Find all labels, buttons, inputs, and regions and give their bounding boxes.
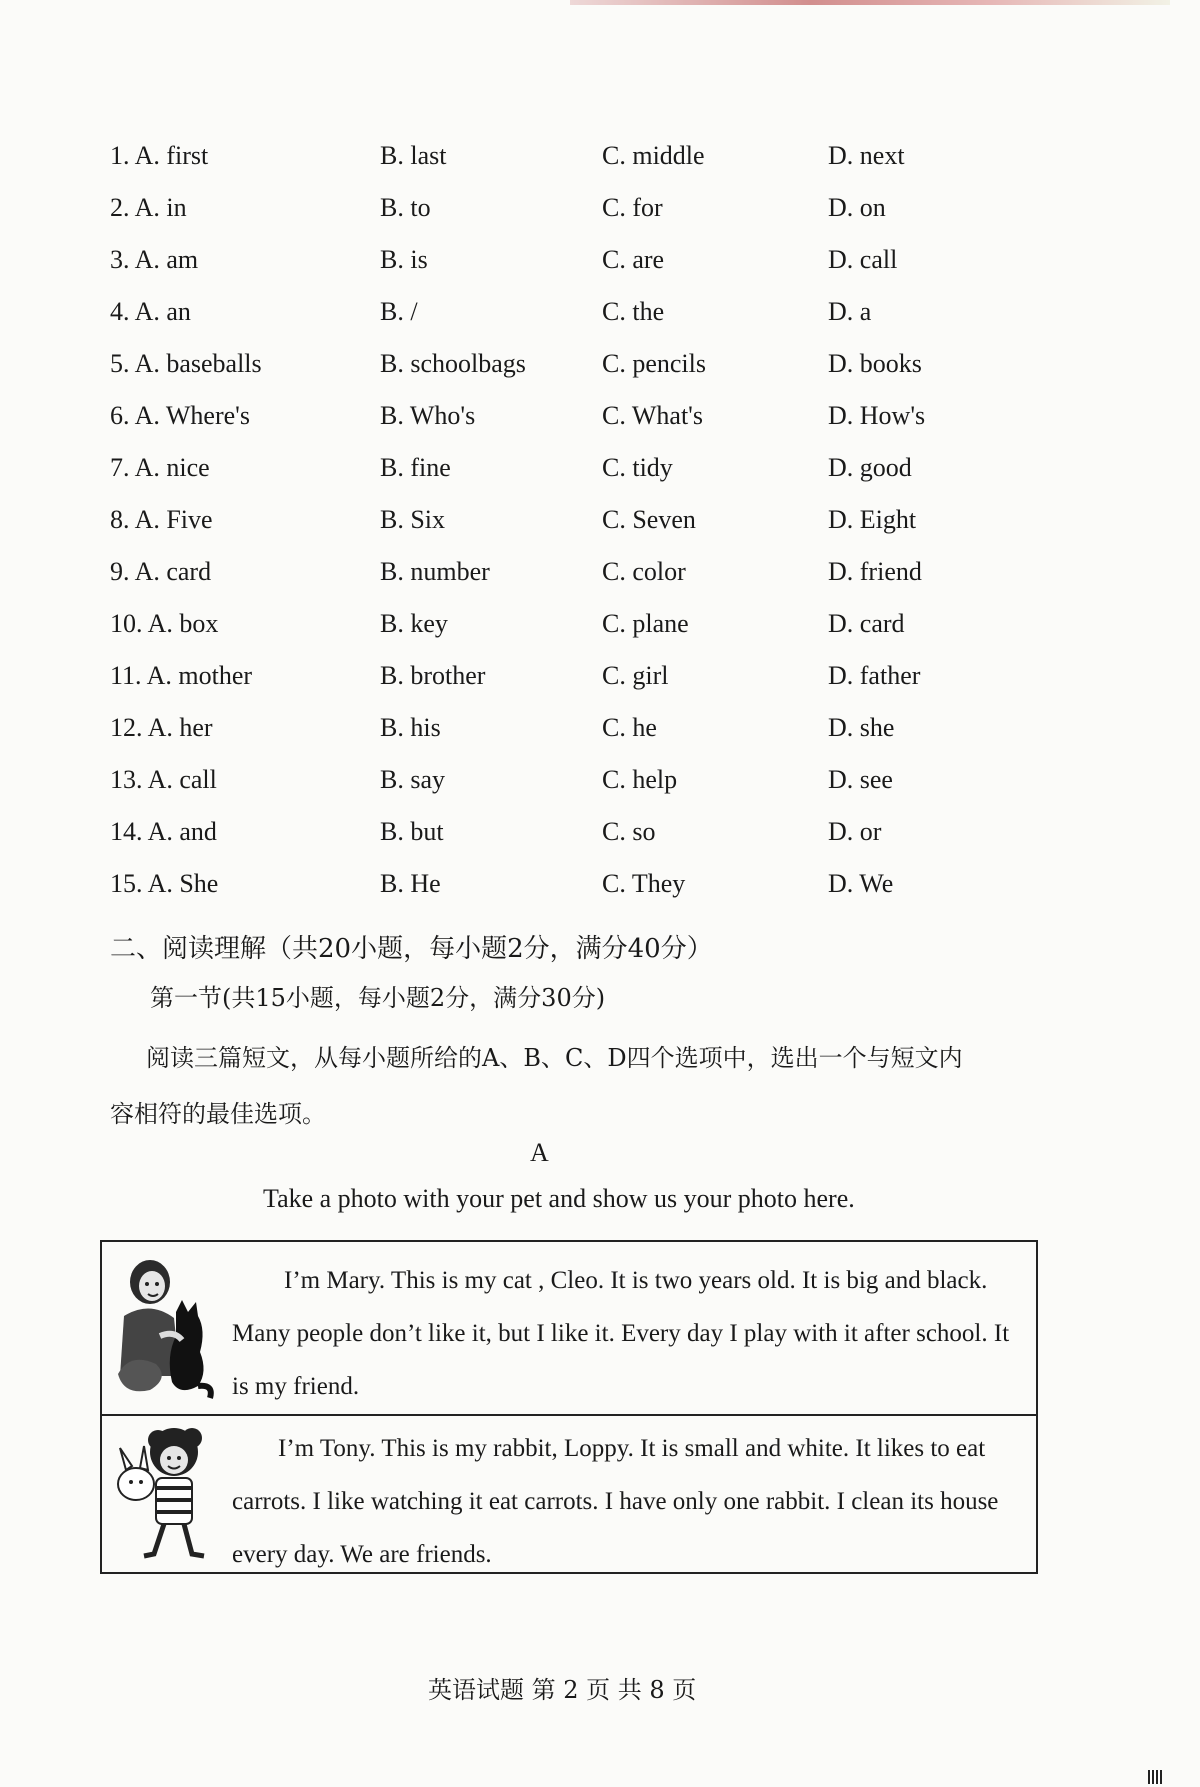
option-d: D. next <box>828 141 905 170</box>
option-b: B. Six <box>380 505 446 534</box>
option-c: C. help <box>602 765 678 794</box>
option-c: C. middle <box>602 141 705 170</box>
option-b: B. but <box>380 817 444 846</box>
option-a: 1. A. first <box>110 141 209 170</box>
option-d: D. We <box>828 869 894 898</box>
option-row <box>110 546 1010 598</box>
option-b: B. schoolbags <box>380 349 526 378</box>
option-row <box>110 858 1010 910</box>
passage-intro: Take a photo with your pet and show us your photo here. <box>263 1184 855 1213</box>
pet-entry-text: I’m Tony. This is my rabbit, Loppy. It is small and white. It likes to eat carrots. I like watching it eat carrots. I have only one rabbit. I clean its house every day. We are friends. <box>232 1435 999 1568</box>
option-a: 9. A. card <box>110 557 212 586</box>
boy-with-rabbit-icon <box>110 1426 220 1566</box>
option-c: C. What's <box>602 401 703 430</box>
option-a: 3. A. am <box>110 245 199 274</box>
option-row <box>110 182 1010 234</box>
option-d: D. she <box>828 713 895 742</box>
option-d: D. father <box>828 661 921 690</box>
option-d: D. card <box>828 609 905 638</box>
instruction-text: 阅读三篇短文，从每小题所给的A、B、C、D四个选项中，选出一个与短文内容相符的最佳选项。 <box>110 1044 963 1128</box>
option-b: B. his <box>380 713 441 742</box>
option-a: 11. A. mother <box>110 661 253 690</box>
option-a: 12. A. her <box>110 713 213 742</box>
option-row <box>110 494 1010 546</box>
option-row <box>110 130 1010 182</box>
option-c: C. for <box>602 193 663 222</box>
option-c: C. Seven <box>602 505 696 534</box>
pet-entry-mary <box>102 1242 1036 1416</box>
option-b: B. fine <box>380 453 451 482</box>
option-b: B. number <box>380 557 490 586</box>
option-d: D. on <box>828 193 886 222</box>
option-row <box>110 338 1010 390</box>
option-row <box>110 234 1010 286</box>
option-c: C. are <box>602 245 665 274</box>
option-a: 6. A. Where's <box>110 401 250 430</box>
option-d: D. good <box>828 453 912 482</box>
option-b: B. key <box>380 609 448 638</box>
option-a: 15. A. She <box>110 869 219 898</box>
subsection-title: 第一节(共15小题，每小题2分，满分30分) <box>150 984 606 1012</box>
option-c: C. color <box>602 557 686 586</box>
option-c: C. he <box>602 713 657 742</box>
option-a: 13. A. call <box>110 765 217 794</box>
option-b: B. / <box>380 297 418 326</box>
option-c: C. plane <box>602 609 689 638</box>
option-a: 14. A. and <box>110 817 217 846</box>
option-row <box>110 806 1010 858</box>
option-b: B. Who's <box>380 401 476 430</box>
option-d: D. see <box>828 765 893 794</box>
scan-edge-mark <box>570 0 1170 5</box>
section-title: 二、阅读理解（共20小题，每小题2分，满分40分） <box>110 934 713 964</box>
option-row <box>110 442 1010 494</box>
passage-letter: A <box>530 1138 549 1167</box>
option-row <box>110 286 1010 338</box>
option-d: D. books <box>828 349 922 378</box>
pet-entry-tony <box>102 1416 1036 1572</box>
option-c: C. so <box>602 817 656 846</box>
option-c: C. They <box>602 869 686 898</box>
option-d: D. Eight <box>828 505 917 534</box>
option-b: B. to <box>380 193 431 222</box>
cloze-options-list <box>110 130 1010 910</box>
pets-table <box>100 1240 1038 1574</box>
option-a: 10. A. box <box>110 609 219 638</box>
girl-with-cat-icon <box>110 1256 220 1402</box>
option-a: 7. A. nice <box>110 453 210 482</box>
option-row <box>110 702 1010 754</box>
option-c: C. the <box>602 297 665 326</box>
option-d: D. How's <box>828 401 926 430</box>
option-c: C. tidy <box>602 453 673 482</box>
option-a: 5. A. baseballs <box>110 349 262 378</box>
option-d: D. or <box>828 817 882 846</box>
option-row <box>110 598 1010 650</box>
option-row <box>110 754 1010 806</box>
option-c: C. pencils <box>602 349 706 378</box>
qr-code-icon <box>1148 1770 1162 1784</box>
option-b: B. last <box>380 141 447 170</box>
option-d: D. a <box>828 297 872 326</box>
option-row <box>110 650 1010 702</box>
option-row <box>110 390 1010 442</box>
option-a: 8. A. Five <box>110 505 213 534</box>
page-footer: 英语试题 第 2 页 共 8 页 <box>428 1676 697 1704</box>
option-d: D. friend <box>828 557 922 586</box>
option-d: D. call <box>828 245 898 274</box>
option-b: B. He <box>380 869 441 898</box>
option-b: B. is <box>380 245 428 274</box>
option-c: C. girl <box>602 661 669 690</box>
pet-entry-text: I’m Mary. This is my cat , Cleo. It is two years old. It is big and black. Many people don’t like it, but I like it. Every day I play with it after school. It is my friend. <box>232 1267 1010 1400</box>
option-b: B. brother <box>380 661 486 690</box>
option-a: 4. A. an <box>110 297 191 326</box>
option-b: B. say <box>380 765 445 794</box>
option-a: 2. A. in <box>110 193 187 222</box>
